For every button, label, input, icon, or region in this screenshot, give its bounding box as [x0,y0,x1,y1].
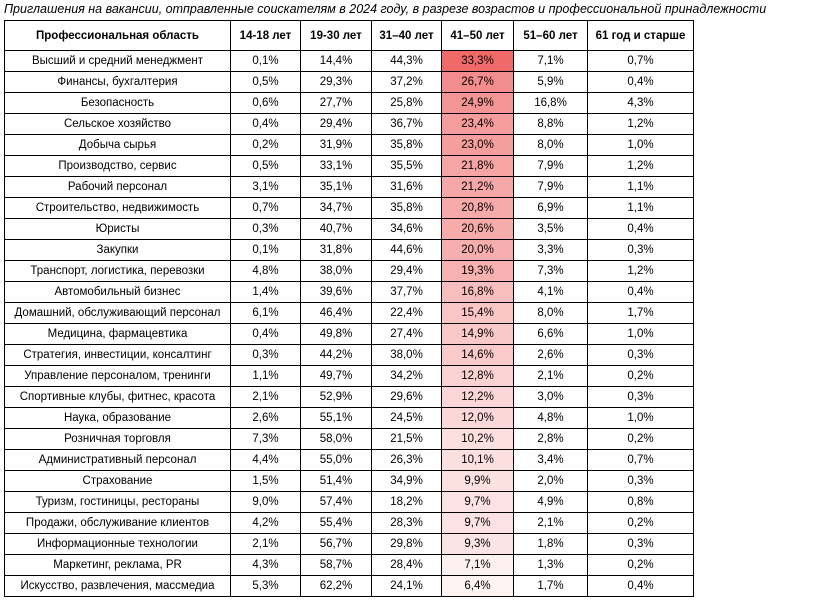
value-cell: 28,4% [372,555,442,576]
row-label: Стратегия, инвестиции, консалтинг [5,345,231,366]
value-cell: 35,8% [372,135,442,156]
value-cell: 8,0% [514,135,588,156]
row-label: Финансы, бухгалтерия [5,72,231,93]
value-cell: 18,2% [372,492,442,513]
chart-title: Приглашения на вакансии, отправленные соискателям в 2024 году, в разрезе возрастов и профессиональной принадлежности [4,2,767,16]
value-cell: 1,3% [514,555,588,576]
value-cell: 27,7% [301,93,372,114]
value-cell: 0,8% [588,492,694,513]
row-label: Административный персонал [5,450,231,471]
value-cell: 46,4% [301,303,372,324]
value-cell: 0,1% [231,240,301,261]
table-body [5,51,694,597]
value-cell: 0,3% [588,534,694,555]
table-row [5,198,694,219]
value-cell: 2,6% [514,345,588,366]
value-cell: 7,3% [231,429,301,450]
value-cell: 3,1% [231,177,301,198]
row-label: Наука, образование [5,408,231,429]
value-cell: 34,7% [301,198,372,219]
heatmap-cell: 12,2% [442,387,514,408]
value-cell: 0,6% [231,93,301,114]
value-cell: 0,3% [231,345,301,366]
value-cell: 5,9% [514,72,588,93]
heatmap-cell: 23,0% [442,135,514,156]
table-row [5,387,694,408]
value-cell: 29,4% [372,261,442,282]
value-cell: 0,4% [588,576,694,597]
value-cell: 2,1% [514,366,588,387]
value-cell: 24,1% [372,576,442,597]
value-cell: 0,3% [588,345,694,366]
row-label: Спортивные клубы, фитнес, красота [5,387,231,408]
row-label: Информационные технологии [5,534,231,555]
value-cell: 4,8% [231,261,301,282]
value-cell: 2,1% [231,387,301,408]
row-label: Юристы [5,219,231,240]
table-row [5,345,694,366]
value-cell: 0,1% [231,51,301,72]
value-cell: 24,5% [372,408,442,429]
row-label: Рабочий персонал [5,177,231,198]
heatmap-cell: 20,0% [442,240,514,261]
value-cell: 57,4% [301,492,372,513]
table-row [5,156,694,177]
column-header: 31–40 лет [372,21,442,51]
value-cell: 49,7% [301,366,372,387]
value-cell: 0,3% [231,219,301,240]
value-cell: 44,2% [301,345,372,366]
value-cell: 51,4% [301,471,372,492]
value-cell: 56,7% [301,534,372,555]
value-cell: 31,8% [301,240,372,261]
value-cell: 0,4% [588,282,694,303]
value-cell: 52,9% [301,387,372,408]
value-cell: 8,0% [514,303,588,324]
value-cell: 29,4% [301,114,372,135]
table-row [5,513,694,534]
row-label: Управление персоналом, тренинги [5,366,231,387]
value-cell: 38,0% [372,345,442,366]
value-cell: 3,5% [514,219,588,240]
value-cell: 6,9% [514,198,588,219]
row-label: Медицина, фармацевтика [5,324,231,345]
value-cell: 55,4% [301,513,372,534]
column-header: 61 год и старше [588,21,694,51]
value-cell: 4,3% [231,555,301,576]
value-cell: 0,4% [231,324,301,345]
value-cell: 7,9% [514,177,588,198]
value-cell: 8,8% [514,114,588,135]
value-cell: 0,2% [231,135,301,156]
value-cell: 0,5% [231,156,301,177]
value-cell: 1,1% [588,177,694,198]
row-label: Туризм, гостиницы, рестораны [5,492,231,513]
heatmap-cell: 20,6% [442,219,514,240]
value-cell: 58,7% [301,555,372,576]
value-cell: 0,2% [588,366,694,387]
value-cell: 1,2% [588,261,694,282]
value-cell: 7,1% [514,51,588,72]
value-cell: 34,6% [372,219,442,240]
table-row [5,303,694,324]
column-header: 14-18 лет [231,21,301,51]
heatmap-cell: 9,9% [442,471,514,492]
heatmap-cell: 10,1% [442,450,514,471]
header-row [5,21,694,51]
value-cell: 1,8% [514,534,588,555]
value-cell: 3,3% [514,240,588,261]
row-label: Добыча сырья [5,135,231,156]
value-cell: 28,3% [372,513,442,534]
value-cell: 1,1% [588,198,694,219]
column-header: 51–60 лет [514,21,588,51]
value-cell: 4,8% [514,408,588,429]
value-cell: 40,7% [301,219,372,240]
value-cell: 0,3% [588,471,694,492]
value-cell: 1,0% [588,324,694,345]
value-cell: 25,8% [372,93,442,114]
heatmap-cell: 9,7% [442,492,514,513]
value-cell: 14,4% [301,51,372,72]
value-cell: 44,6% [372,240,442,261]
value-cell: 1,5% [231,471,301,492]
value-cell: 0,3% [588,387,694,408]
heatmap-cell: 21,2% [442,177,514,198]
value-cell: 0,2% [588,555,694,576]
table-row [5,261,694,282]
value-cell: 3,0% [514,387,588,408]
value-cell: 0,7% [231,198,301,219]
heatmap-cell: 9,3% [442,534,514,555]
value-cell: 29,8% [372,534,442,555]
value-cell: 0,4% [588,219,694,240]
heatmap-cell: 14,9% [442,324,514,345]
heatmap-cell: 20,8% [442,198,514,219]
heatmap-cell: 16,8% [442,282,514,303]
value-cell: 2,6% [231,408,301,429]
heatmap-cell: 33,3% [442,51,514,72]
row-header-cell: Профессиональная область [5,21,231,51]
value-cell: 35,8% [372,198,442,219]
heatmap-table [4,20,694,597]
heatmap-cell: 24,9% [442,93,514,114]
value-cell: 4,1% [514,282,588,303]
heatmap-cell: 26,7% [442,72,514,93]
value-cell: 4,2% [231,513,301,534]
table-row [5,366,694,387]
value-cell: 2,8% [514,429,588,450]
value-cell: 2,1% [231,534,301,555]
table-row [5,429,694,450]
row-label: Закупки [5,240,231,261]
row-label: Маркетинг, реклама, PR [5,555,231,576]
table-row [5,450,694,471]
value-cell: 62,2% [301,576,372,597]
value-cell: 6,6% [514,324,588,345]
value-cell: 3,4% [514,450,588,471]
value-cell: 21,5% [372,429,442,450]
value-cell: 55,1% [301,408,372,429]
value-cell: 0,3% [588,240,694,261]
value-cell: 1,2% [588,114,694,135]
heatmap-cell: 9,7% [442,513,514,534]
value-cell: 26,3% [372,450,442,471]
table-row [5,282,694,303]
value-cell: 0,4% [588,72,694,93]
table-row [5,492,694,513]
table-row [5,324,694,345]
value-cell: 55,0% [301,450,372,471]
value-cell: 35,5% [372,156,442,177]
value-cell: 58,0% [301,429,372,450]
row-label: Производство, сервис [5,156,231,177]
row-label: Искусство, развлечения, массмедиа [5,576,231,597]
value-cell: 1,2% [588,156,694,177]
value-cell: 4,4% [231,450,301,471]
heatmap-cell: 14,6% [442,345,514,366]
table-row [5,72,694,93]
value-cell: 34,2% [372,366,442,387]
value-cell: 2,1% [514,513,588,534]
heatmap-cell: 21,8% [442,156,514,177]
value-cell: 7,3% [514,261,588,282]
value-cell: 22,4% [372,303,442,324]
value-cell: 27,4% [372,324,442,345]
table-row [5,555,694,576]
row-label: Продажи, обслуживание клиентов [5,513,231,534]
value-cell: 1,0% [588,135,694,156]
value-cell: 37,2% [372,72,442,93]
value-cell: 1,1% [231,366,301,387]
value-cell: 0,5% [231,72,301,93]
value-cell: 35,1% [301,177,372,198]
table-row [5,534,694,555]
value-cell: 39,6% [301,282,372,303]
heatmap-cell: 19,3% [442,261,514,282]
value-cell: 1,7% [514,576,588,597]
table-row [5,576,694,597]
table-row [5,135,694,156]
value-cell: 36,7% [372,114,442,135]
value-cell: 44,3% [372,51,442,72]
value-cell: 29,3% [301,72,372,93]
value-cell: 33,1% [301,156,372,177]
value-cell: 0,4% [231,114,301,135]
value-cell: 29,6% [372,387,442,408]
table-row [5,51,694,72]
row-label: Страхование [5,471,231,492]
row-label: Автомобильный бизнес [5,282,231,303]
table-row [5,408,694,429]
table-row [5,240,694,261]
row-label: Розничная торговля [5,429,231,450]
heatmap-cell: 12,0% [442,408,514,429]
row-label: Строительство, недвижимость [5,198,231,219]
heatmap-cell: 12,8% [442,366,514,387]
heatmap-cell: 23,4% [442,114,514,135]
value-cell: 49,8% [301,324,372,345]
heatmap-cell: 15,4% [442,303,514,324]
table-row [5,114,694,135]
value-cell: 6,1% [231,303,301,324]
value-cell: 5,3% [231,576,301,597]
value-cell: 31,9% [301,135,372,156]
column-header: 41–50 лет [442,21,514,51]
value-cell: 38,0% [301,261,372,282]
value-cell: 34,9% [372,471,442,492]
value-cell: 0,7% [588,450,694,471]
row-label: Домашний, обслуживающий персонал [5,303,231,324]
value-cell: 9,0% [231,492,301,513]
value-cell: 0,7% [588,51,694,72]
table-row [5,219,694,240]
heatmap-cell: 6,4% [442,576,514,597]
value-cell: 37,7% [372,282,442,303]
table-row [5,177,694,198]
value-cell: 31,6% [372,177,442,198]
value-cell: 0,2% [588,429,694,450]
row-label: Высший и средний менеджмент [5,51,231,72]
heatmap-cell: 7,1% [442,555,514,576]
value-cell: 1,4% [231,282,301,303]
row-label: Транспорт, логистика, перевозки [5,261,231,282]
heatmap-cell: 10,2% [442,429,514,450]
table-row [5,93,694,114]
row-label: Безопасность [5,93,231,114]
table-row [5,471,694,492]
row-label: Сельское хозяйство [5,114,231,135]
value-cell: 7,9% [514,156,588,177]
value-cell: 0,2% [588,513,694,534]
value-cell: 4,3% [588,93,694,114]
value-cell: 16,8% [514,93,588,114]
value-cell: 4,9% [514,492,588,513]
column-header: 19-30 лет [301,21,372,51]
value-cell: 1,7% [588,303,694,324]
value-cell: 1,0% [588,408,694,429]
value-cell: 2,0% [514,471,588,492]
